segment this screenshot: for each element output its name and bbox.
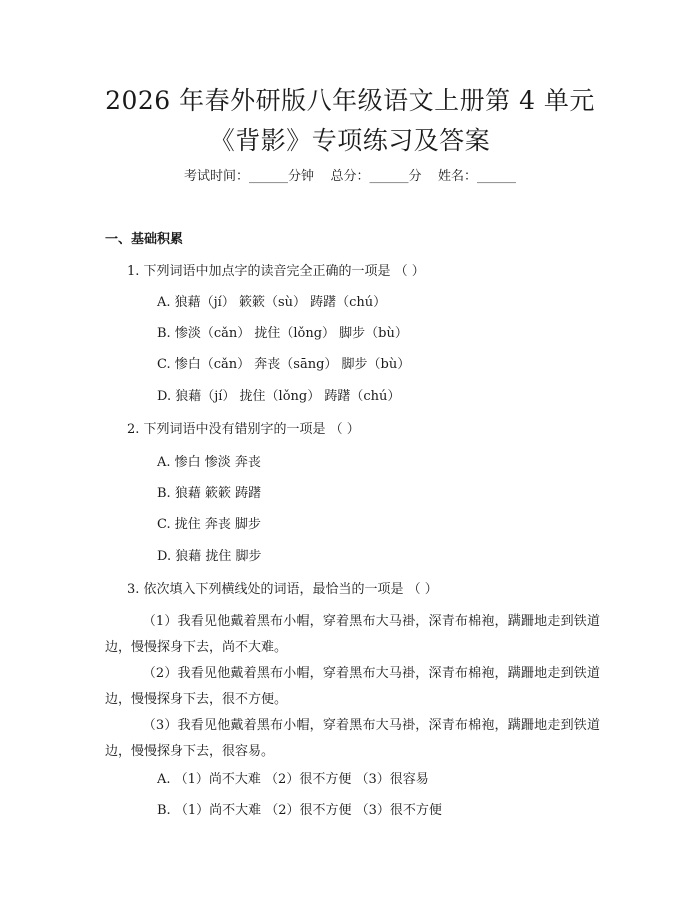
question-option: A. （1）尚不大难 （2）很不方便 （3）很容易 (157, 772, 429, 787)
question-option: B. 狼藉 簌簌 踌躇 (157, 486, 262, 501)
question-option: B. （1）尚不大难 （2）很不方便 （3）很不方便 (157, 803, 442, 818)
question-stem: 3. 依次填入下列横线处的词语，最恰当的一项是 （ ） (127, 582, 438, 597)
question-option: C. 惨白（cǎn） 奔丧（sāng） 脚步（bù） (157, 357, 411, 372)
question-option: A. 狼藉（jí） 簌簌（sù） 踌躇（chú） (157, 295, 387, 310)
document-title-line1: 2026 年春外研版八年级语文上册第 4 单元 (105, 86, 595, 115)
question-option: A. 惨白 惨淡 奔丧 (157, 455, 261, 470)
question-option: C. 拢住 奔丧 脚步 (157, 517, 262, 532)
question-option: B. 惨淡（cǎn） 拢住（lǒng） 脚步（bù） (157, 326, 408, 341)
question-paragraph: （2）我看见他戴着黑布小帽，穿着黑布大马褂，深青布棉袍，蹒跚地走到铁道边，慢慢探身下去，很不方便。 (105, 666, 600, 707)
document-title-line2: 《背影》专项练习及答案 (209, 126, 491, 155)
question-option: D. 狼藉（jí） 拢住（lǒng） 踌躇（chú） (157, 389, 401, 404)
exam-info: 考试时间：______分钟 总分：______分 姓名：______ (183, 169, 517, 184)
question-paragraph: （3）我看见他戴着黑布小帽，穿着黑布大马褂，深青布棉袍，蹒跚地走到铁道边，慢慢探身下去，很容易。 (105, 718, 600, 759)
question-stem: 1. 下列词语中加点字的读音完全正确的一项是 （ ） (127, 264, 425, 279)
question-option: D. 狼藉 拢住 脚步 (157, 549, 262, 564)
question-stem: 2. 下列词语中没有错别字的一项是 （ ） (127, 422, 360, 437)
section-heading: 一、基础积累 (105, 232, 184, 247)
question-paragraph: （1）我看见他戴着黑布小帽，穿着黑布大马褂，深青布棉袍，蹒跚地走到铁道边，慢慢探身下去，尚不大难。 (105, 614, 600, 655)
